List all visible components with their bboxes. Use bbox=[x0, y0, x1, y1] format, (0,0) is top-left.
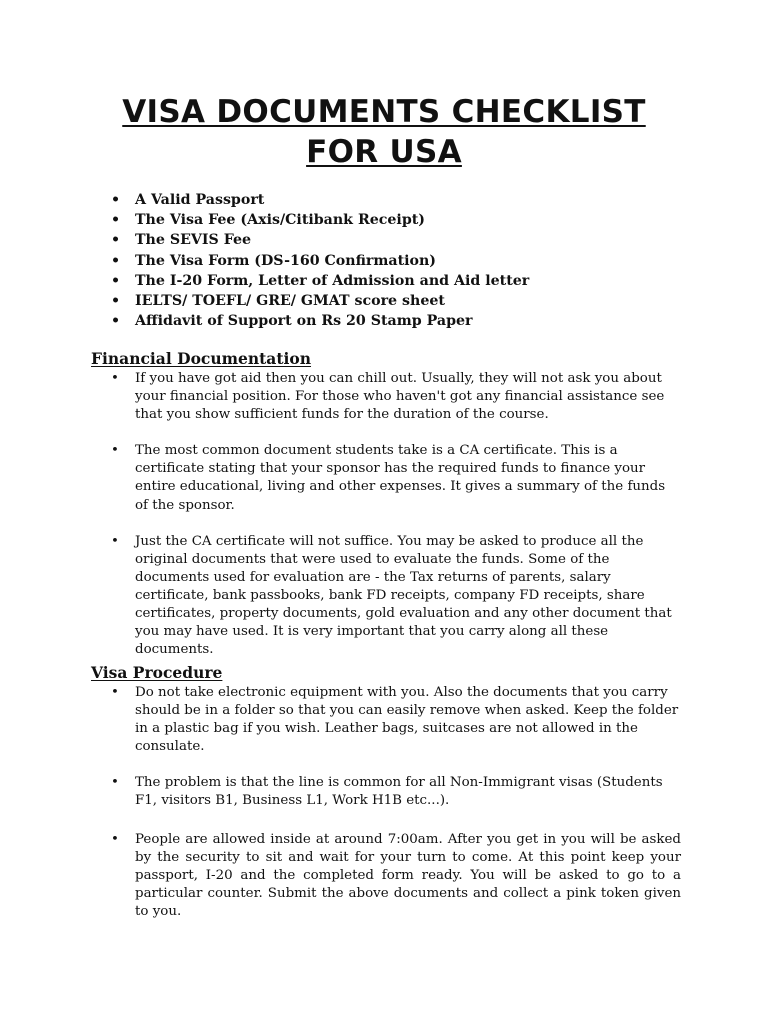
checklist-item: • IELTS/ TOEFL/ GRE/ GMAT score sheet bbox=[111, 291, 681, 311]
visa-procedure-list bbox=[111, 684, 681, 939]
checklist-item: • The SEVIS Fee bbox=[111, 230, 681, 250]
financial-paragraph: • Just the CA certificate will not suffice. You may be asked to produce all the original documents that were used to evaluate the funds. Some of the documents used for evaluation are - the Tax returns of parents, salary certificate, bank passbooks, bank FD receipts, company FD receipts, share certificates, property documents, gold evaluation and any other document that you may have used. It is very important that you carry along all these documents. bbox=[111, 533, 681, 660]
financial-documentation-list bbox=[111, 370, 681, 677]
documents-checklist bbox=[111, 190, 681, 331]
title-line-2: FOR USA bbox=[306, 134, 462, 170]
financial-paragraph: • If you have got aid then you can chill out. Usually, they will not ask you about your financial position. For those who haven't got any financial assistance see that you show sufficient funds for the duration of the course. bbox=[111, 370, 681, 424]
financial-documentation-heading: Financial Documentation bbox=[91, 349, 312, 368]
procedure-paragraph: • People are allowed inside at around 7:00am. After you get in you will be asked by the security to sit and wait for your turn to come. At this point keep your passport, I-20 and the completed form ready. You will be asked to go to a particular counter. Submit the above documents and collect a pink token given to you. bbox=[111, 831, 681, 921]
checklist-item: • The I-20 Form, Letter of Admission and Aid letter bbox=[111, 271, 681, 291]
checklist-item: • A Valid Passport bbox=[111, 190, 681, 210]
procedure-paragraph: • Do not take electronic equipment with you. Also the documents that you carry should be in a folder so that you can easily remove when asked. Keep the folder in a plastic bag if you wish. Leather bags, suitcases are not allowed in the consulate. bbox=[111, 684, 681, 756]
page-title bbox=[60, 92, 708, 172]
checklist-item: • The Visa Fee (Axis/Citibank Receipt) bbox=[111, 210, 681, 230]
visa-procedure-heading: Visa Procedure bbox=[91, 663, 223, 682]
financial-paragraph: • The most common document students take is a CA certificate. This is a certificate stating that your sponsor has the required funds to finance your entire educational, living and other expenses. It gives a summary of the funds of the sponsor. bbox=[111, 442, 681, 514]
title-line-1: VISA DOCUMENTS CHECKLIST bbox=[122, 94, 646, 130]
procedure-paragraph: • The problem is that the line is common for all Non-Immigrant visas (Students F1, visitors B1, Business L1, Work H1B etc...). bbox=[111, 774, 681, 810]
checklist-item: • Affidavit of Support on Rs 20 Stamp Paper bbox=[111, 311, 681, 331]
checklist-item: • The Visa Form (DS-160 Confirmation) bbox=[111, 251, 681, 271]
